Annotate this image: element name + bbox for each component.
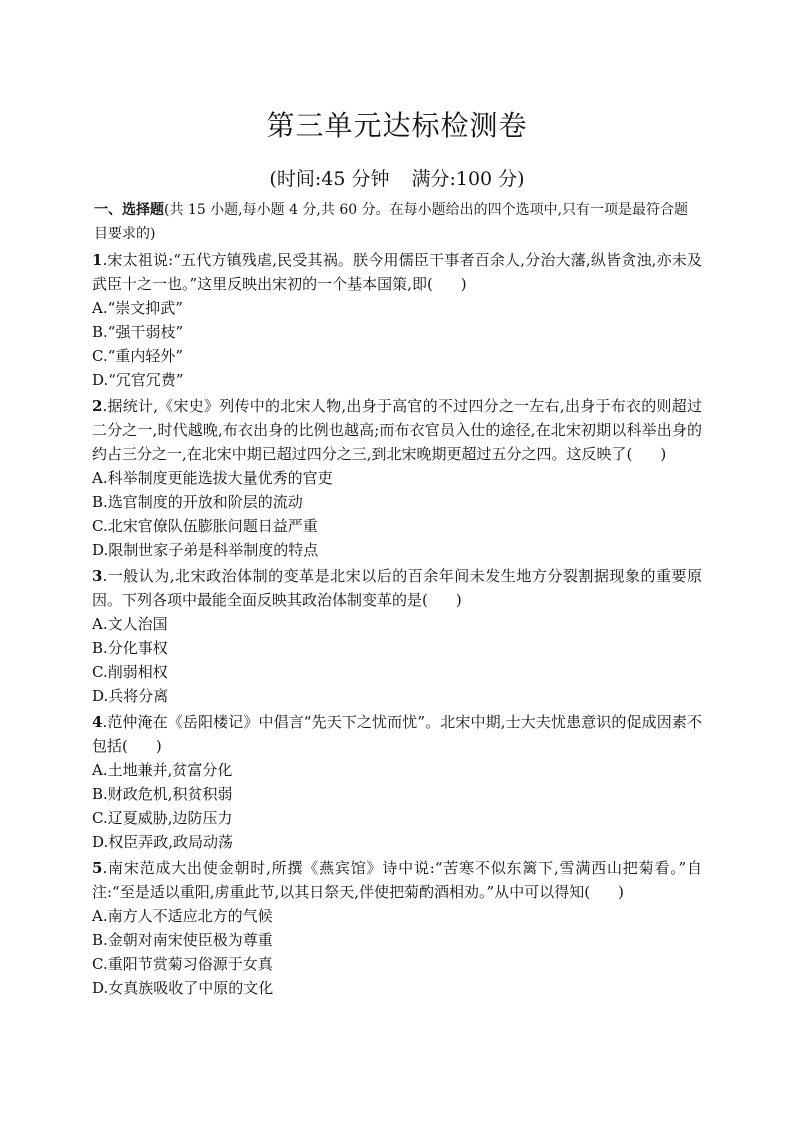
answer-option: C.削弱相权 [92,663,168,681]
question-text: .据统计,《宋史》列传中的北宋人物,出身于高官的不过四分之一左右,出身于布衣的则超过二分之一,时代越晚,布衣出身的比例也越高;而布衣官员入仕的途径,在北宋初期以科举出身的约占三分之一,在北宋中期已超过四分之三,到北宋晚期更超过五分之四。这反映了( [92,397,702,463]
answer-option: D.兵将分离 [92,687,169,705]
question-item [92,856,702,1000]
question-stem [92,710,702,758]
question-text: .一般认为,北宋政治体制的变革是北宋以后的百余年间未发生地方分裂割据现象的重要原因。下列各项中最能全面反映其政治体制变革的是( [92,567,702,609]
question-text: .宋太祖说:“五代方镇残虐,民受其祸。朕今用儒臣干事者百余人,分治大藩,纵皆贪浊,亦未及武臣十之一也。”这里反映出宋初的一个基本国策,即( [92,251,702,293]
answer-option: D.权臣弄政,政局动荡 [92,833,234,851]
section-header [92,198,702,246]
question-item [92,248,702,392]
answer-option: B.选官制度的开放和阶层的流动 [92,493,303,511]
answer-option: C.北宋官僚队伍膨胀问题日益严重 [92,517,318,535]
page-title: 第三单元达标检测卷 [266,109,528,142]
question-number: 2 [92,397,103,415]
question-stem [92,394,702,466]
time-limit: (时间:45 分钟 [269,168,390,190]
question-item [92,564,702,708]
question-item [92,394,702,562]
exam-info [92,164,702,190]
answer-option: C.辽夏威胁,边防压力 [92,809,233,827]
question-text: .南宋范成大出使金朝时,所撰《燕宾馆》诗中说:“苦寒不似东篱下,雪满西山把菊看。”自注:“至是适以重阳,虏重此节,以其日祭天,伴使把菊酌酒相劝。”从中可以得知( [92,859,702,901]
answer-option: C.“重内轻外” [92,347,184,365]
question-stem [92,248,702,296]
answer-option: B.分化事权 [92,639,168,657]
question-number: 4 [92,713,103,731]
section-title: 一、选择题 [94,202,164,218]
question-text-end: ) [618,883,624,901]
question-stem [92,856,702,904]
question-text-end: ) [660,445,667,463]
question-stem [92,564,702,612]
question-number: 3 [92,567,103,585]
answer-option: D.限制世家子弟是科举制度的特点 [92,541,319,559]
question-item [92,710,702,854]
question-list [92,248,702,1000]
question-text-end: ) [155,737,162,755]
answer-option: A.文人治国 [92,615,168,633]
answer-option: C.重阳节赏菊习俗源于女真 [92,955,273,973]
answer-option: B.“强干弱枝” [92,323,184,341]
full-score: 满分:100 分) [411,168,525,190]
question-text-end: ) [460,275,467,293]
answer-option: A.“崇文抑武” [92,299,183,317]
question-number: 1 [92,251,103,269]
answer-option: A.科举制度更能选拔大量优秀的官吏 [92,469,333,487]
question-text-end: ) [455,591,462,609]
answer-option: B.财政危机,积贫积弱 [92,785,233,803]
question-number: 5 [92,859,103,877]
answer-option: B.金朝对南宋使臣极为尊重 [92,931,273,949]
answer-option: A.土地兼并,贫富分化 [92,761,233,779]
answer-option: D.女真族吸收了中原的文化 [92,979,274,997]
question-text: .范仲淹在《岳阳楼记》中倡言“先天下之忧而忧”。北宋中期,士大夫忧患意识的促成因素不包括( [92,713,702,755]
section-note: (共 15 小题,每小题 4 分,共 60 分。在每小题给出的四个选项中,只有一项是最符合题目要求的) [94,202,689,242]
answer-option: A.南方人不适应北方的气候 [92,907,273,925]
answer-option: D.“冗官冗费” [92,371,184,389]
